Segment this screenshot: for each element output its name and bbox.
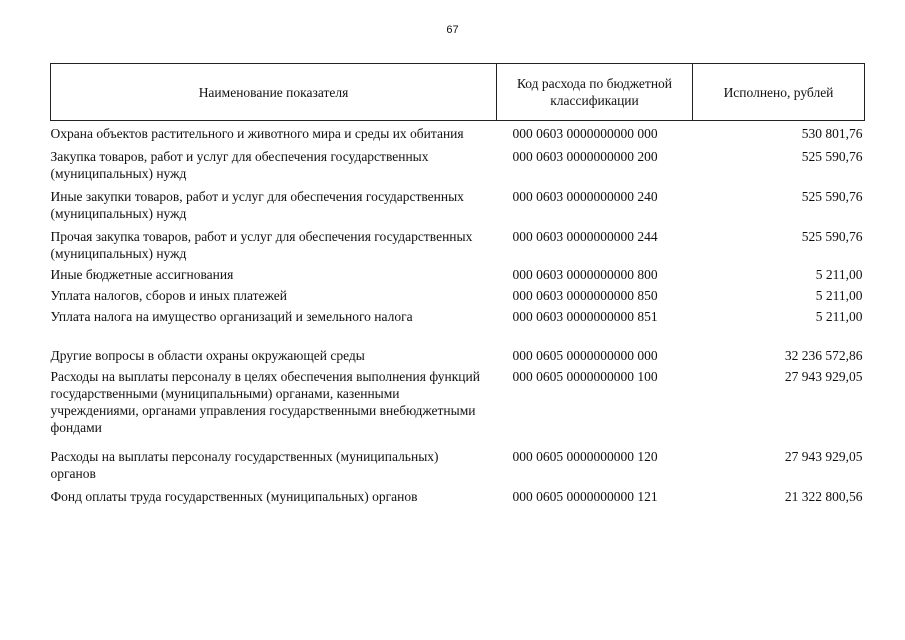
row-code: 000 0603 0000000000 200 [512, 149, 658, 164]
row-name: Другие вопросы в области охраны окружающей среды [50, 348, 365, 363]
row-code: 000 0603 0000000000 240 [512, 189, 658, 204]
row-code: 000 0605 0000000000 000 [512, 348, 658, 363]
header-name: Наименование показателя [51, 64, 497, 121]
table-header-row [51, 64, 865, 121]
row-name: Фонд оплаты труда государственных (муниципальных) органов [50, 489, 418, 504]
row-amount: 530 801,76 [801, 126, 863, 141]
row-amount: 21 322 800,56 [784, 489, 863, 504]
table-row [51, 262, 865, 283]
row-code: 000 0603 0000000000 244 [512, 229, 658, 244]
table-row [51, 482, 865, 505]
table-row [51, 304, 865, 325]
table-spacer-row [51, 325, 865, 343]
row-code: 000 0605 0000000000 121 [512, 489, 658, 504]
row-name: Иные бюджетные ассигнования [50, 267, 234, 282]
row-code: 000 0605 0000000000 120 [512, 449, 658, 464]
row-code: 000 0603 0000000000 851 [512, 309, 658, 324]
row-name: Прочая закупка товаров, работ и услуг для обеспечения государственных (муниципальных) нужд [50, 229, 473, 261]
table-row [51, 142, 865, 182]
table-row [51, 436, 865, 482]
table-row [51, 121, 865, 143]
row-amount: 525 590,76 [801, 149, 863, 164]
row-amount: 32 236 572,86 [784, 348, 863, 363]
row-code: 000 0603 0000000000 800 [512, 267, 658, 282]
page-number: 67 [446, 24, 459, 36]
row-amount: 5 211,00 [815, 309, 863, 324]
row-amount: 5 211,00 [815, 267, 863, 282]
row-name: Уплата налогов, сборов и иных платежей [50, 288, 287, 303]
row-name: Закупка товаров, работ и услуг для обеспечения государственных (муниципальных) нужд [50, 149, 429, 181]
row-name: Иные закупки товаров, работ и услуг для обеспечения государственных (муниципальных) нужд [50, 189, 464, 221]
row-name: Расходы на выплаты персоналу в целях обеспечения выполнения функций государственными (муниципальными) органами, казенными учреждениями, органами управления государственными внебюджетными фондами [50, 369, 480, 435]
row-code: 000 0603 0000000000 000 [512, 126, 658, 141]
row-name: Уплата налога на имущество организаций и земельного налога [50, 309, 413, 324]
table-row [51, 343, 865, 364]
row-amount: 525 590,76 [801, 189, 863, 204]
table-row [51, 283, 865, 304]
table-row [51, 222, 865, 262]
row-amount: 5 211,00 [815, 288, 863, 303]
table-row [51, 182, 865, 222]
header-code: Код расхода по бюджетной классификации [497, 64, 693, 121]
row-name: Расходы на выплаты персоналу государственных (муниципальных) органов [50, 449, 439, 481]
row-name: Охрана объектов растительного и животного мира и среды их обитания [50, 126, 464, 141]
row-code: 000 0603 0000000000 850 [512, 288, 658, 303]
header-amount: Исполнено, рублей [693, 64, 865, 121]
table-row [51, 364, 865, 436]
row-amount: 27 943 929,05 [784, 369, 863, 384]
row-amount: 525 590,76 [801, 229, 863, 244]
row-amount: 27 943 929,05 [784, 449, 863, 464]
row-code: 000 0605 0000000000 100 [512, 369, 658, 384]
budget-table [50, 63, 865, 505]
budget-table-container [50, 63, 864, 505]
